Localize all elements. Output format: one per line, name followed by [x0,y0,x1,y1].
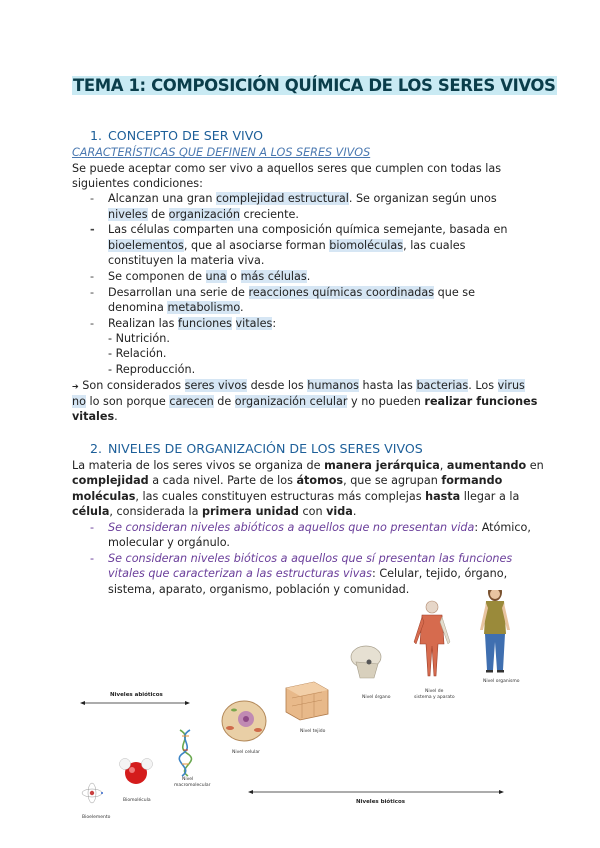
organism-person-icon [480,590,510,673]
biotic-line-1: Se consideran niveles bióticos a aquellos que sí presentan las funciones [108,552,513,565]
section-1-subheading: CARACTERÍSTICAS QUE DEFINEN A LOS SERES VIVOS [72,146,371,159]
abiotic-arrow [80,701,190,705]
bullet-4-line-1: Desarrollan una serie de reacciones químicas coordinadas que se [108,286,475,299]
abiotic-label: Niveles abióticos [110,692,163,698]
s2-paragraph-line-1: La materia de los seres vivos se organiza de manera jerárquica, aumentando en [72,459,544,472]
biotic-arrow [248,790,504,794]
skull-icon [351,646,381,678]
bullet-4-line-2: denomina metabolismo. [108,301,244,314]
arrow-icon: ➔ [72,382,79,391]
bullet-5-line-1: Realizan las funciones vitales: [108,317,277,330]
section-1-title: CONCEPTO DE SER VIVO [108,128,264,143]
dna-label-line-1: Nivel [182,777,194,782]
cell-label: Nivel celular [232,750,260,755]
function-relation: - Relación. [108,347,167,360]
water-molecule-icon [120,759,153,785]
page-title: TEMA 1: COMPOSICIÓN QUÍMICA DE LOS SERES VIVOS [73,76,556,95]
organism-label: Nivel organismo [483,679,520,684]
conclusion-line-1: ➔ Son considerados seres vivos desde los humanos hasta las bacterias. Los virus [72,379,525,392]
function-reproduction: - Reproducción. [108,363,196,376]
conclusion-line-3: vitales. [72,410,118,423]
molecule-label: Biomolécula [123,798,151,803]
function-nutrition: - Nutrición. [108,332,170,345]
bullet-dash: - [90,552,95,565]
bullet-dash: - [90,192,95,205]
atom-label: Bioelemento [82,815,111,820]
atom-icon [82,783,103,803]
bullet-2-line-1: Las células comparten una composición química semejante, basada en [108,223,508,236]
intro-line-2: siguientes condiciones: [72,177,203,190]
biotic-label: Niveles bióticos [356,799,406,805]
human-body-system-icon [414,601,450,676]
intro-line-1: Se puede aceptar como ser vivo a aquellos seres que cumplen con todas las [72,162,502,175]
bullet-dash: - [90,521,95,534]
system-label-line-1: Nivel de [425,689,444,694]
bullet-2-line-2: bioelementos, que al asociarse forman biomoléculas, las cuales [108,239,466,252]
bullet-dash: - [90,270,95,283]
bullet-1-line-1: Alcanzan una gran complejidad estructural. Se organizan según unos [108,192,497,205]
s2-paragraph-line-2: complejidad a cada nivel. Parte de los átomos, que se agrupan formando [72,474,503,487]
s2-paragraph-line-4: célula, considerada la primera unidad con vida. [72,505,357,518]
bullet-1-line-2: niveles de organización creciente. [108,208,299,221]
abiotic-line-1: Se consideran niveles abióticos a aquellos que no presentan vida: Atómico, [108,521,531,534]
s2-paragraph-line-3: moléculas, las cuales constituyen estructuras más complejas hasta llegar a la [72,490,520,503]
section-1-heading [90,128,263,143]
bullet-dash: - [90,223,95,236]
system-label-line-2: sistema y aparato [414,695,455,700]
bullet-dash: - [90,317,95,330]
section-1-number: 1. [90,128,103,143]
conclusion-line-2: no lo son porque carecen de organización celular y no pueden realizar funciones [72,395,538,408]
organ-label: Nivel órgano [362,695,391,700]
tissue-label: Nivel tejido [300,729,326,734]
section-2-heading [90,441,423,456]
bullet-dash: - [90,286,95,299]
section-2-title: NIVELES DE ORGANIZACIÓN DE LOS SERES VIVOS [108,441,423,456]
bullet-3-line-1: Se componen de una o más células. [108,270,311,283]
bullet-2-line-3: constituyen la materia viva. [108,254,265,267]
dna-label-line-2: macromolecular [174,783,211,788]
cell-icon [222,701,266,741]
biotic-line-3: sistema, aparato, organismo, población y comunidad. [108,583,410,596]
tissue-icon [286,682,328,720]
organization-levels-diagram [70,590,530,830]
dna-icon [179,730,191,776]
biotic-line-2: vitales que caracterizan a las estructuras vivas: Celular, tejido, órgano, [108,567,508,580]
section-2-number: 2. [90,441,103,456]
abiotic-line-2: molecular y orgánulo. [108,536,230,549]
